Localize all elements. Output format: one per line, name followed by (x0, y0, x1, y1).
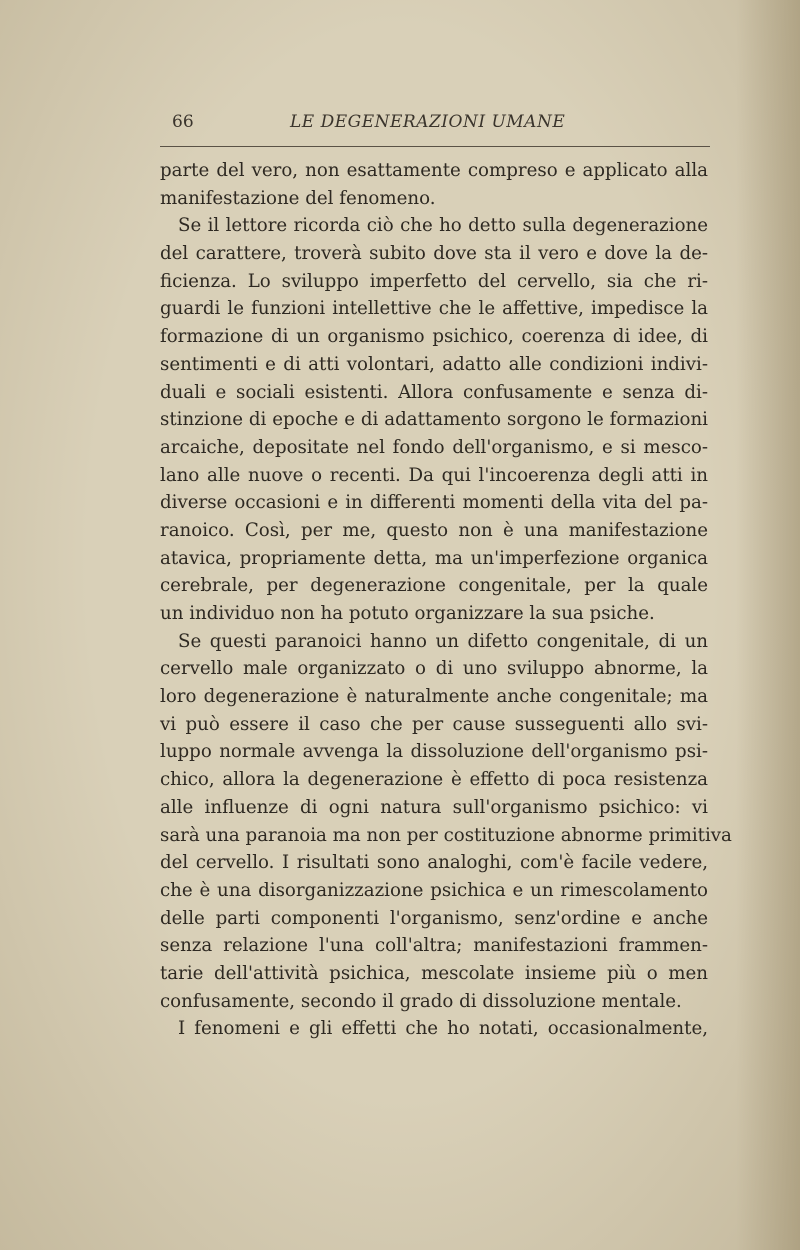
text-line: tarie dell'attività psichica, mescolate insieme più o men (160, 962, 708, 984)
text-line: vi può essere il caso che per cause susseguenti allo svi- (160, 713, 708, 735)
body-text (160, 157, 732, 1043)
text-line: del cervello. I risultati sono analoghi, com'è facile vedere, (160, 852, 708, 874)
paragraph-start-line: Se il lettore ricorda ciò che ho detto sulla degenerazione (178, 215, 708, 237)
text-line: senza relazione l'una coll'altra; manifestazioni frammen- (160, 935, 708, 957)
text-line: arcaiche, depositate nel fondo dell'organismo, e si mesco- (160, 436, 708, 458)
page-number: 66 (172, 112, 194, 132)
text-line: ranoico. Così, per me, questo non è una manifestazione (160, 519, 708, 541)
text-line: ficienza. Lo sviluppo imperfetto del cervello, sia che ri- (160, 270, 708, 292)
text-line: confusamente, secondo il grado di dissoluzione mentale. (160, 990, 682, 1012)
text-line: delle parti componenti l'organismo, senz'ordine e anche (160, 907, 708, 929)
text-line: cervello male organizzato o di uno sviluppo abnorme, la (160, 658, 708, 680)
text-line: guardi le funzioni intellettive che le affettive, impedisce la (160, 298, 708, 320)
text-line: loro degenerazione è naturalmente anche congenitale; ma (160, 686, 708, 708)
text-line: formazione di un organismo psichico, coerenza di idee, di (160, 326, 708, 348)
text-line: diverse occasioni e in differenti momenti della vita del pa- (160, 492, 708, 514)
text-line: chico, allora la degenerazione è effetto di poca resistenza (160, 769, 708, 791)
header-rule (160, 146, 710, 147)
text-line: un individuo non ha potuto organizzare la sua psiche. (160, 603, 655, 624)
text-line: che è una disorganizzazione psichica e un rimescolamento (160, 879, 708, 901)
text-line: sarà una paranoia ma non per costituzione abnorme primitiva (160, 824, 732, 846)
text-line: del carattere, troverà subito dove sta il vero e dove la de- (160, 243, 708, 265)
text-line: alle influenze di ogni natura sull'organismo psichico: vi (160, 796, 708, 818)
running-title: LE DEGENERAZIONI UMANE (290, 112, 566, 132)
paragraph-start-line: I fenomeni e gli effetti che ho notati, occasionalmente, (178, 1018, 708, 1040)
text-line: sentimenti e di atti volontari, adatto alle condizioni indivi- (160, 353, 708, 375)
page-header (160, 112, 708, 140)
text-line: luppo normale avvenga la dissoluzione dell'organismo psi- (160, 741, 708, 763)
text-line: cerebrale, per degenerazione congenitale, per la quale (160, 575, 708, 597)
paragraph-start-line: Se questi paranoici hanno un difetto congenitale, di un (178, 630, 708, 652)
text-line: stinzione di epoche e di adattamento sorgono le formazioni (160, 409, 708, 431)
text-line: lano alle nuove o recenti. Da qui l'incoerenza degli atti in (160, 464, 708, 486)
text-line: duali e sociali esistenti. Allora confusamente e senza di- (160, 381, 708, 403)
text-line: parte del vero, non esattamente compreso e applicato alla (160, 160, 708, 181)
text-line: atavica, propriamente detta, ma un'imperfezione organica (160, 547, 708, 569)
text-line: manifestazione del fenomeno. (160, 187, 436, 209)
